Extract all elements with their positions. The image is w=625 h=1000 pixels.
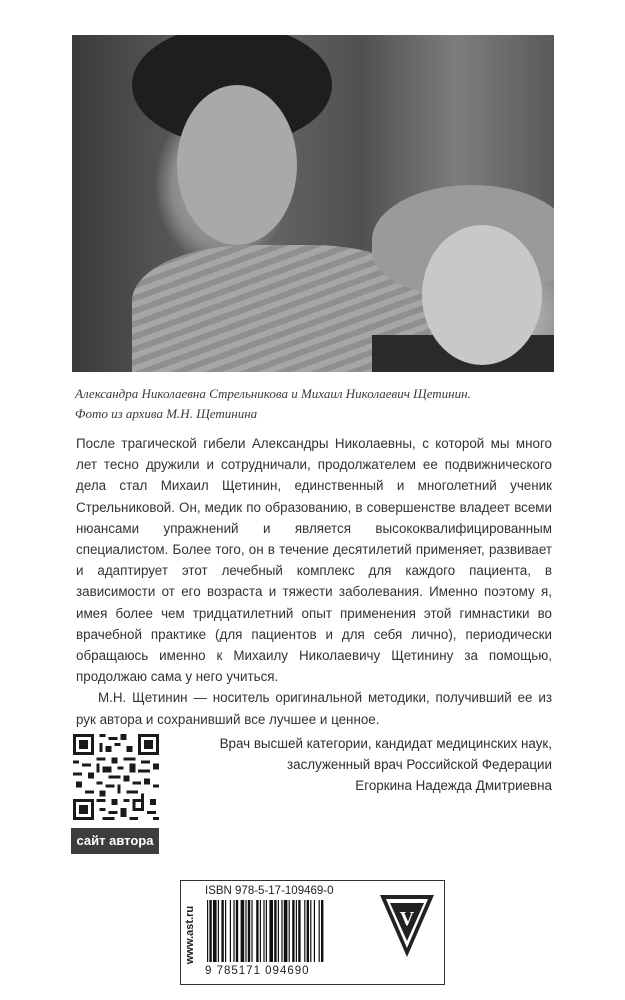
author-site-button[interactable]: сайт автора — [71, 828, 159, 854]
signature-name: Егоркина Надежда Дмитриевна — [355, 778, 552, 793]
barcode-bar — [225, 900, 226, 962]
barcode-bar — [256, 900, 258, 962]
testimonial-paragraph-1: После трагической гибели Александры Николаевны, с которой мы много лет тесно дружили и сотрудничали, продолжателем ее подвижнического дела стал Михаил Щетинин, единственный и многолетний ученик Стрельниковой. Он, медик по образованию, в совершенстве владеет всеми нюансами упражнений и является высококвалифицированным специалистом. Более того, он в течение десятилетий применяет, развивает и адаптирует этот лечебный комплекс для каждого пациента, в зависимости от его возраста и тяжести заболевания. Именно поэтому я, имея более чем тридцатилетний опыт применения этой гимнастики во врачебной практике (для пациентов и для себя лично), периодически обращаюсь именно к Михаилу Николаевичу Щетинину за помощью, продолжаю сама у него учиться. — [76, 436, 552, 685]
barcode-bar — [207, 900, 208, 962]
publisher-logo-icon — [378, 893, 436, 959]
qr-code-icon[interactable] — [73, 734, 159, 820]
publisher-logo-letter: V — [399, 908, 415, 930]
photo-figure-man-face — [177, 85, 297, 245]
barcode-digits: 9 785171 094690 — [205, 965, 310, 977]
barcode-bar — [269, 900, 273, 962]
photo-caption — [75, 384, 565, 424]
testimonial-paragraph-2: М.Н. Щетинин — носитель оригинальной методики, получивший ее из рук автора и сохранивший все лучшее и ценное. — [76, 690, 552, 727]
barcode-bar — [221, 900, 223, 962]
barcode-bar — [209, 900, 211, 962]
barcode-bar — [289, 900, 290, 962]
publisher-url[interactable] — [181, 890, 199, 980]
barcode-bar — [319, 900, 320, 962]
signature-block — [172, 733, 552, 796]
barcode-bar — [236, 900, 238, 962]
caption-line-1: Александра Николаевна Стрельникова и Михаил Николаевич Щетинин. — [75, 386, 471, 401]
barcode-bar — [298, 900, 300, 962]
barcode-bar — [260, 900, 261, 962]
barcode-bar — [233, 900, 234, 962]
isbn-number: ISBN 978-5-17-109469-0 — [205, 885, 334, 897]
caption-line-2: Фото из архива М.Н. Щетинина — [75, 406, 258, 421]
barcode-bar — [307, 900, 309, 962]
barcode-bar — [218, 900, 219, 962]
barcode-bar — [266, 900, 267, 962]
barcode-bar — [263, 900, 264, 962]
barcode-bar — [248, 900, 250, 962]
barcode-bar — [241, 900, 245, 962]
testimonial-text — [76, 433, 552, 730]
barcode-bar — [281, 900, 282, 962]
barcode-bar — [292, 900, 294, 962]
barcode-bar — [245, 900, 246, 962]
barcode-bar — [274, 900, 276, 962]
author-photo — [72, 35, 554, 372]
barcode-bar — [310, 900, 311, 962]
barcode-bar — [304, 900, 305, 962]
barcode-bar — [213, 900, 217, 962]
signature-title: Врач высшей категории, кандидат медицинских наук, — [219, 736, 552, 751]
photo-figure-woman-face — [422, 225, 542, 365]
signature-honor: заслуженный врач Российской Федерации — [287, 757, 552, 772]
barcode-bar — [296, 900, 297, 962]
publisher-url-text: www.ast.ru — [184, 905, 196, 965]
barcode-bar — [321, 900, 323, 962]
barcode-bar — [278, 900, 279, 962]
barcode-icon — [205, 900, 370, 964]
barcode-bar — [251, 900, 252, 962]
barcode-bar — [230, 900, 231, 962]
barcode-bar — [314, 900, 315, 962]
barcode-bar — [284, 900, 288, 962]
